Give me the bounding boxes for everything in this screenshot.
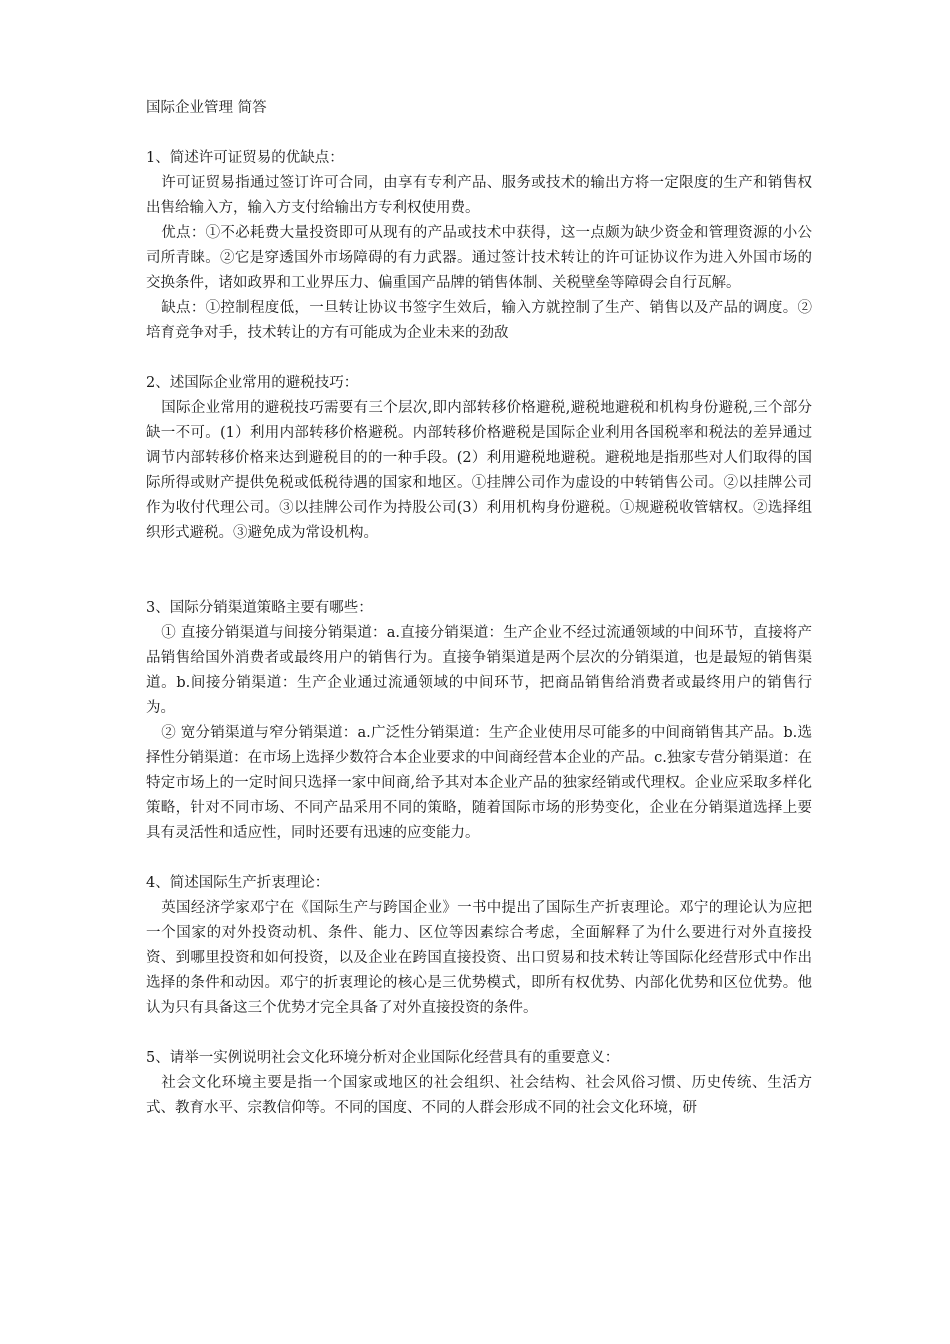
document-title: 国际企业管理 简答 (146, 100, 267, 116)
spacer (146, 546, 812, 596)
section-4 (146, 871, 812, 1021)
section-heading: 1、简述许可证贸易的优缺点： (146, 150, 344, 166)
section-3 (146, 596, 812, 846)
paragraph: ① 直接分销渠道与间接分销渠道：a.直接分销渠道：生产企业不经过流通领域的中间环节，直接将产品销售给国外消费者或最终用户的销售行为。直接争销渠道是两个层次的分销渠道，也是最短的销售渠道。b.间接分销渠道：生产企业通过流通领域的中间环节，把商品销售给消费者或最终用户的销售行为。 (146, 625, 812, 716)
section-1 (146, 146, 812, 346)
section-5 (146, 1046, 812, 1121)
paragraph: 优点：①不必耗费大量投资即可从现有的产品或技术中获得，这一点颇为缺少资金和管理资源的小公司所青睐。②它是穿透国外市场障碍的有力武器。通过签计技术转让的许可证协议作为进入外国市场的交换条件，诸如政界和工业界压力、偏重国产品牌的销售体制、关税壁垒等障碍会自行瓦解。 (146, 225, 812, 291)
spacer (146, 1021, 812, 1046)
spacer (146, 846, 812, 871)
section-heading: 2、述国际企业常用的避税技巧： (146, 375, 359, 391)
paragraph: 许可证贸易指通过签订许可合同，由享有专利产品、服务或技术的输出方将一定限度的生产和销售权出售给输入方，输入方支付给输出方专利权使用费。 (146, 175, 812, 216)
paragraph: 国际企业常用的避税技巧需要有三个层次,即内部转移价格避税,避税地避税和机构身份避税,三个部分缺一不可。(1）利用内部转移价格避税。内部转移价格避税是国际企业利用各国税率和税法的差异通过调节内部转移价格来达到避税目的的一种手段。(2）利用避税地避税。避税地是指那些对人们取得的国际所得或财产提供免税或低税待遇的国家和地区。①挂牌公司作为虚设的中转销售公司。②以挂牌公司作为收付代理公司。③以挂牌公司作为持股公司(3）利用机构身份避税。①规避税收管辖权。②选择组织形式避税。③避免成为常设机构。 (146, 400, 812, 541)
spacer (146, 346, 812, 371)
spacer (146, 121, 812, 146)
paragraph: 社会文化环境主要是指一个国家或地区的社会组织、社会结构、社会风俗习惯、历史传统、生活方式、教育水平、宗教信仰等。不同的国度、不同的人群会形成不同的社会文化环境，研 (146, 1075, 812, 1116)
paragraph: 英国经济学家邓宁在《国际生产与跨国企业》一书中提出了国际生产折衷理论。邓宁的理论认为应把一个国家的对外投资动机、条件、能力、区位等因素综合考虑，全面解释了为什么要进行对外直接投资、到哪里投资和如何投资，以及企业在跨国直接投资、出口贸易和技术转让等国际化经营形式中作出选择的条件和动因。邓宁的折衷理论的核心是三优势模式，即所有权优势、内部化优势和区位优势。他认为只有具备这三个优势才完全具备了对外直接投资的条件。 (146, 900, 812, 1016)
section-2 (146, 371, 812, 546)
paragraph: ② 宽分销渠道与窄分销渠道：a.广泛性分销渠道：生产企业使用尽可能多的中间商销售其产品。b.选择性分销渠道：在市场上选择少数符合本企业要求的中间商经营本企业的产品。c.独家专营分销渠道：在特定市场上的一定时间只选择一家中间商,给予其对本企业产品的独家经销或代理权。企业应采取多样化策略，针对不同市场、不同产品采用不同的策略，随着国际市场的形势变化，企业在分销渠道选择上要具有灵活性和适应性，同时还要有迅速的应变能力。 (146, 725, 812, 841)
document-body (146, 96, 812, 1121)
section-heading: 3、国际分销渠道策略主要有哪些： (146, 600, 373, 616)
paragraph: 缺点：①控制程度低，一旦转让协议书签字生效后，输入方就控制了生产、销售以及产品的调度。②培育竞争对手，技术转让的方有可能成为企业未来的劲敌 (146, 300, 812, 341)
section-heading: 5、请举一实例说明社会文化环境分析对企业国际化经营具有的重要意义： (146, 1050, 620, 1066)
section-heading: 4、简述国际生产折衷理论： (146, 875, 330, 891)
